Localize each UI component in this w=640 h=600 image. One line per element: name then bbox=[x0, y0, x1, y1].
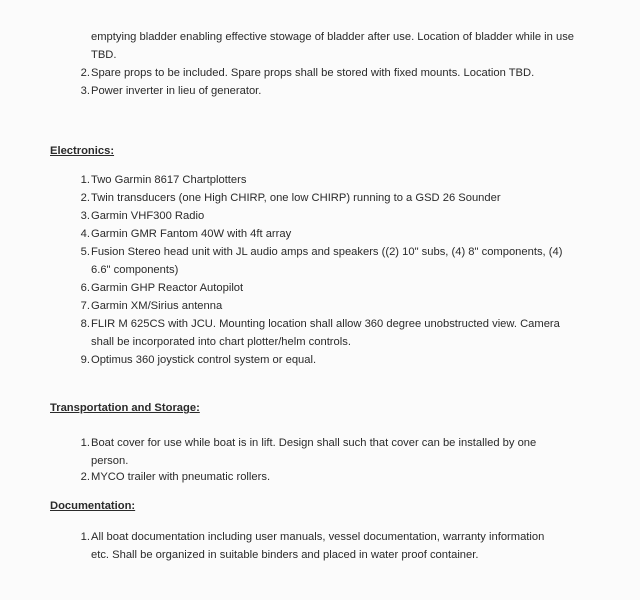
list-item: 3. Garmin VHF300 Radio bbox=[80, 210, 205, 222]
list-item: 7. Garmin XM/Sirius antenna bbox=[80, 300, 223, 312]
list-item: 3. Power inverter in lieu of generator. bbox=[80, 85, 262, 97]
list-item: 2. Spare props to be included. Spare props shall be stored with fixed mounts. Location TBD. bbox=[80, 67, 535, 79]
list-item: 6. Garmin GHP Reactor Autopilot bbox=[80, 282, 244, 294]
list-item: 9. Optimus 360 joystick control system or equal. bbox=[80, 354, 317, 366]
list-item: 1. Two Garmin 8617 Chartplotters bbox=[80, 174, 247, 186]
list-item: 2. Twin transducers (one High CHIRP, one low CHIRP) running to a GSD 26 Sounder bbox=[80, 192, 501, 204]
transportation-list bbox=[70, 434, 590, 486]
fundamentals-list bbox=[70, 64, 590, 100]
list-item: 8. FLIR M 625CS with JCU. Mounting location shall allow 360 degree unobstructed view. Camera shall be incorporated into chart plotter/helm controls. bbox=[80, 318, 560, 348]
list-item: 2. MYCO trailer with pneumatic rollers. bbox=[80, 471, 271, 483]
continuation-text: emptying bladder enabling effective stowage of bladder after use. Location of bladder while in use TBD. bbox=[91, 31, 575, 61]
list-item: 1. Boat cover for use while boat is in lift. Design shall such that cover can be installed by one person. bbox=[80, 437, 537, 467]
list-item: 1. All boat documentation including user manuals, vessel documentation, warranty information etc. Shall be organized in suitable binders and placed in water proof container. bbox=[80, 531, 545, 561]
documentation-list bbox=[70, 528, 590, 564]
transportation-heading: Transportation and Storage: bbox=[50, 402, 200, 414]
list-item: 4. Garmin GMR Fantom 40W with 4ft array bbox=[80, 228, 292, 240]
list-item: 5. Fusion Stereo head unit with JL audio amps and speakers ((2) 10" subs, (4) 8" components, (4) 6.6" components) bbox=[80, 246, 563, 276]
electronics-heading: Electronics: bbox=[50, 145, 115, 157]
documentation-heading: Documentation: bbox=[50, 500, 136, 512]
electronics-list bbox=[70, 171, 590, 369]
